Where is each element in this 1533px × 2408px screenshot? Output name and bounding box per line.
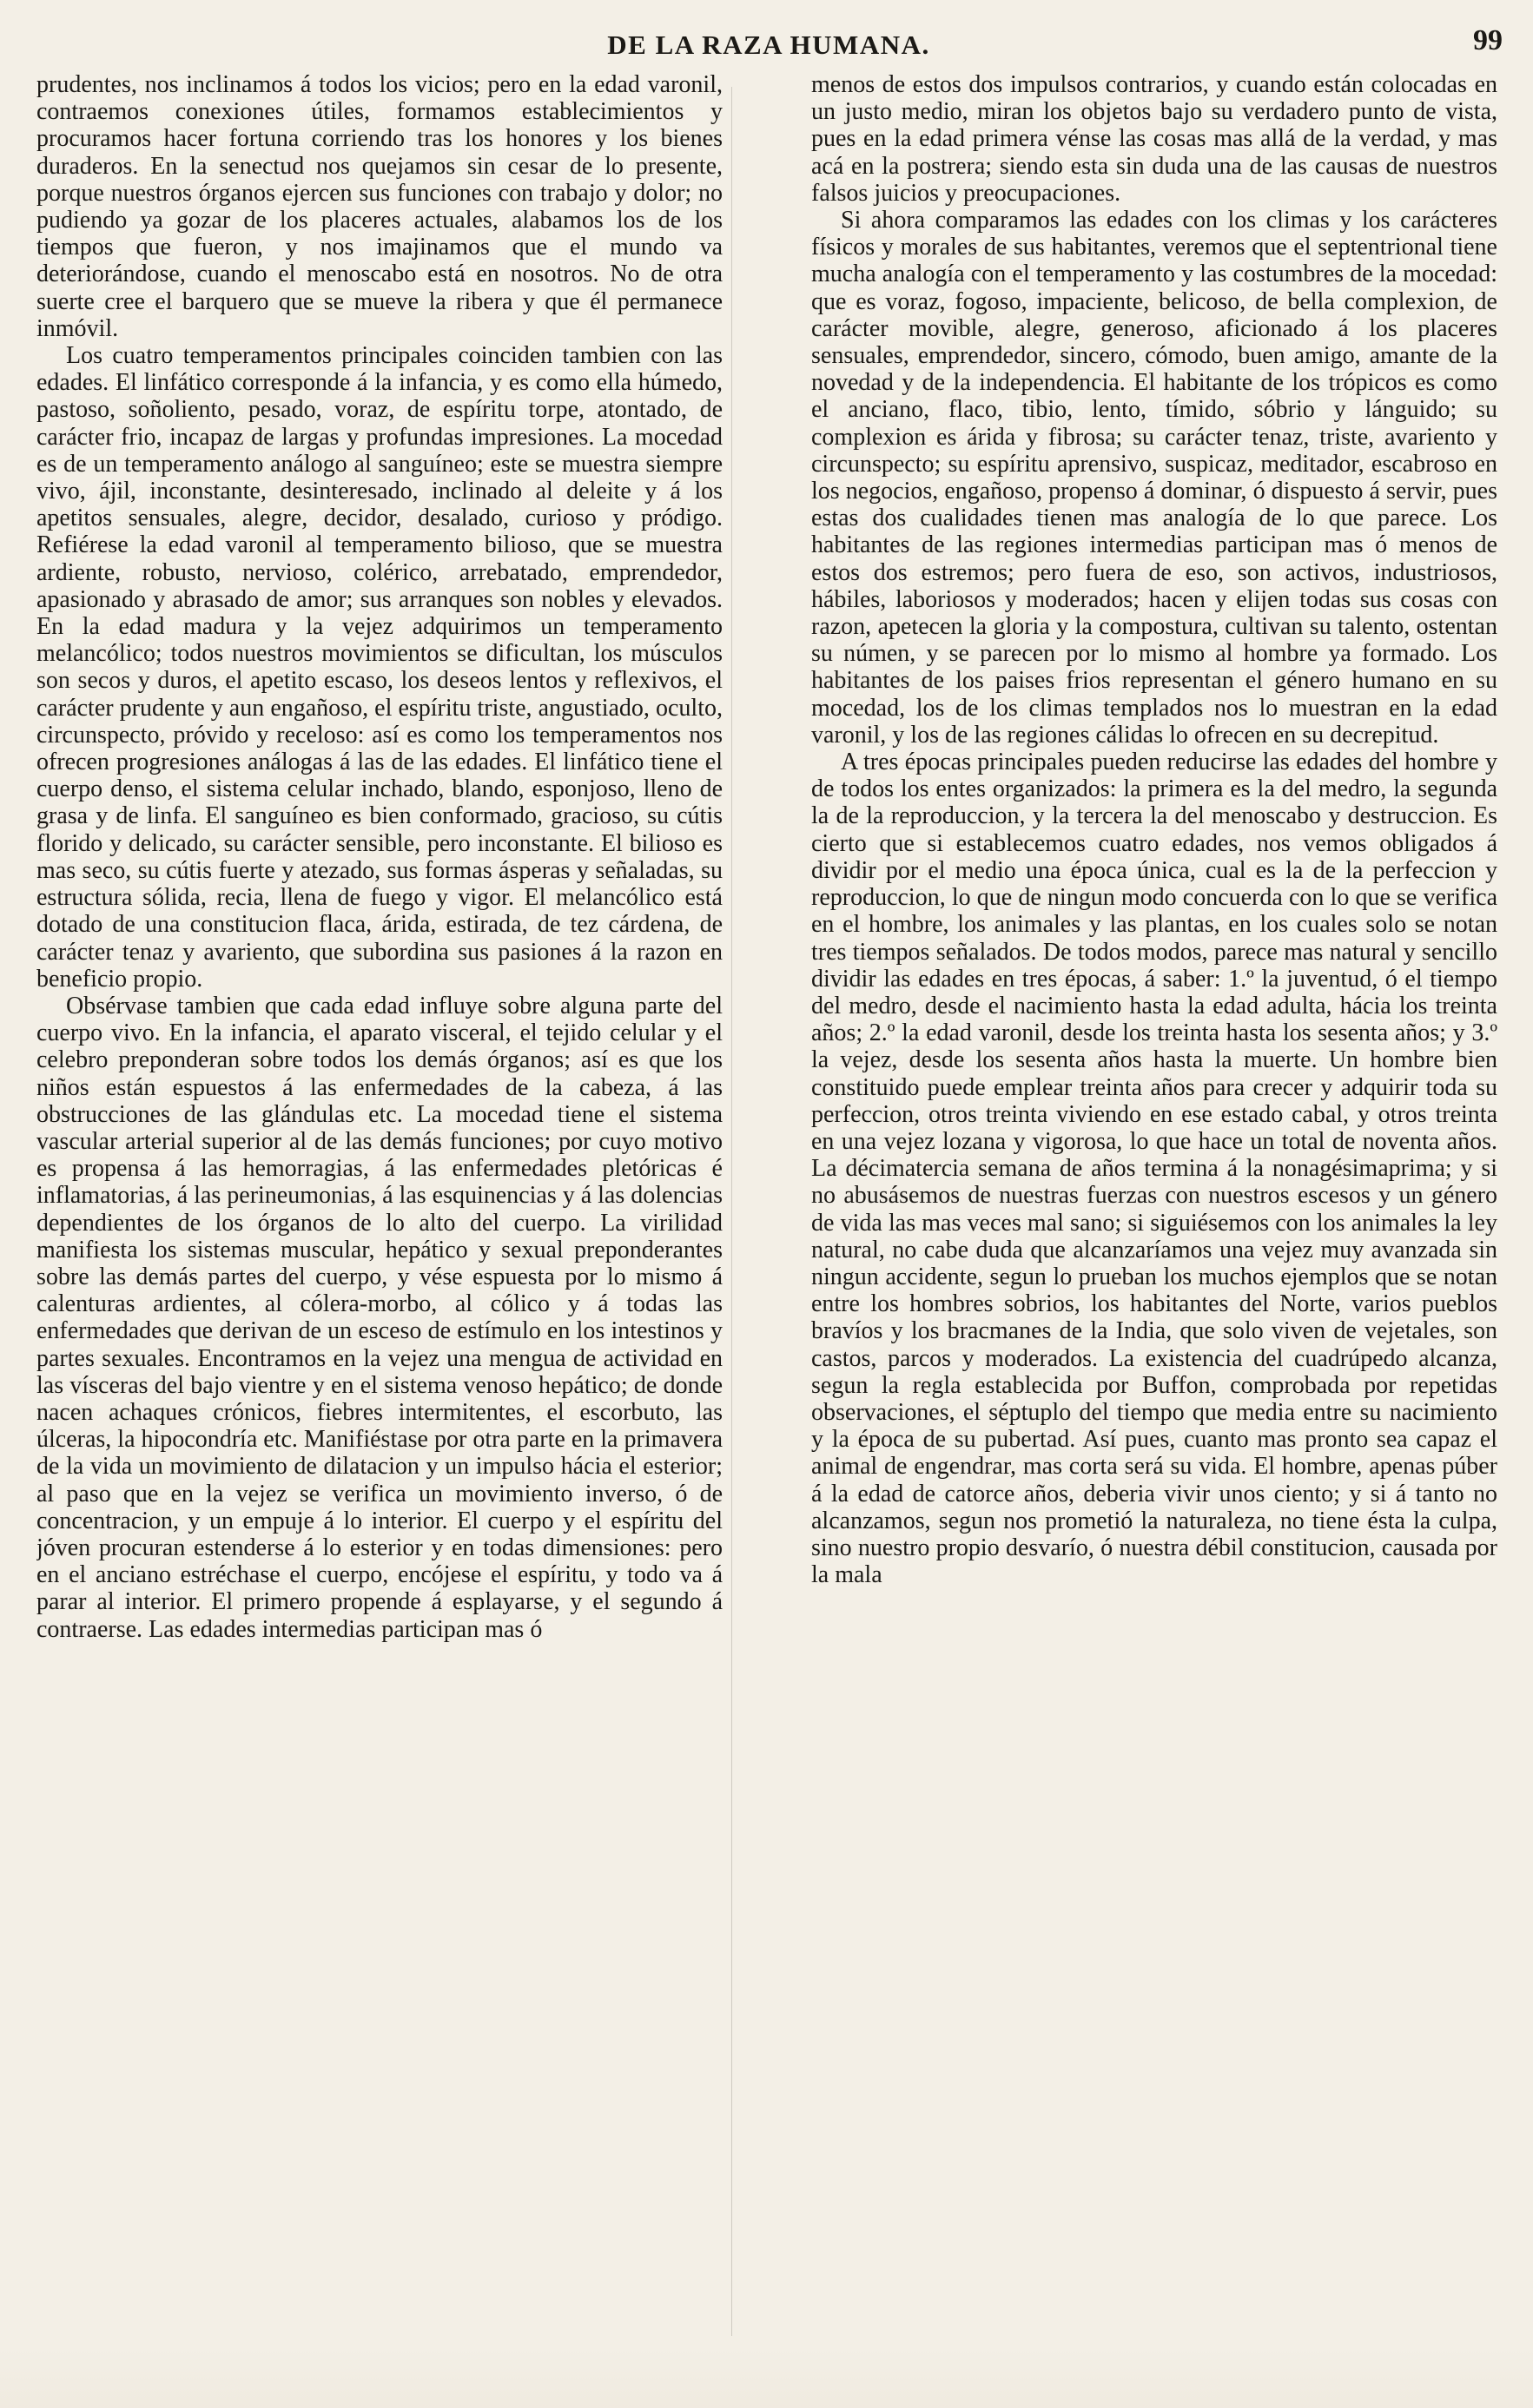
left-paragraph-1: prudentes, nos inclinamos á todos los vicios; pero en la edad varonil, contraemos conexiones útiles, formamos establecimientos y procuramos hacer fortuna corriendo tras los honores y los bienes duraderos. En la senectud nos quejamos sin cesar de lo presente, porque nuestros órganos ejercen sus funciones con trabajo y dolor; no pudiendo ya gozar de los placeres actuales, alabamos los de los tiempos que fueron, y nos imajinamos que el mundo va deteriorándose, cuando el menoscabo está en nosotros. No de otra suerte cree el barquero que se mueve la ribera y que él permanece inmóvil.	[36, 71, 723, 342]
column-divider	[731, 87, 732, 2336]
page-header	[35, 24, 1503, 71]
right-paragraph-1: menos de estos dos impulsos contrarios, y cuando están colocadas en un justo medio, miran los objetos bajo su verdadero punto de vista, pues en la edad primera vénse las cosas mas allá de la verdad, y mas acá en la postrera; siendo esta sin duda una de las causas de nuestros falsos juicios y preocupaciones.	[811, 71, 1497, 207]
left-column	[36, 71, 723, 2372]
right-column	[811, 71, 1497, 2372]
left-paragraph-3: Obsérvase tambien que cada edad influye sobre alguna parte del cuerpo vivo. En la infancia, el aparato visceral, el tejido celular y el celebro preponderan sobre todos los demás órganos; así es que los niños están espuestos á las enfermedades de la cabeza, á las obstrucciones de las glándulas etc. La mocedad tiene el sistema vascular arterial superior al de las demás funciones; por cuyo motivo es propensa á las hemorragias, á las enfermedades pletóricas é inflamatorias, á las perineumonias, á las esquinencias y á las dolencias dependientes de los órganos de lo alto del cuerpo. La virilidad manifiesta los sistemas muscular, hepático y sexual preponderantes sobre las demás partes del cuerpo, y vése espuesta por lo mismo á calenturas ardientes, al cólera-morbo, al cólico y á todas las enfermedades que derivan de un esceso de estímulo en los intestinos y partes sexuales. Encontramos en la vejez una mengua de actividad en las vísceras del bajo vientre y en el sistema venoso hepático; de donde nacen achaques crónicos, fiebres intermitentes, el escorbuto, las úlceras, la hipocondría etc. Manifiéstase por otra parte en la primavera de la vida un movimiento de dilatacion y un impulso hácia el esterior; al paso que en la vejez se verifica un movimiento inverso, ó de concentracion, y un empuje á lo interior. El cuerpo y el espíritu del jóven procuran estenderse á lo esterior y en todas dimensiones: pero en el anciano estréchase el cuerpo, encójese el espíritu, y todo va á parar al interior. El primero propende á esplayarse, y el segundo á contraerse. Las edades intermedias participan mas ó	[36, 992, 723, 1643]
page-number: 99	[1473, 24, 1503, 56]
right-paragraph-3: A tres épocas principales pueden reducirse las edades del hombre y de todos los entes organizados: la primera es la del medro, la segunda la de la reproduccion, y la tercera la del menoscabo y destruccion. Es cierto que si establecemos cuatro edades, nos vemos obligados á dividir por el medio una época única, cual es la de la perfeccion y reproduccion, lo que de ningun modo concuerda con lo que se verifica en el hombre, los animales y las plantas, en los cuales solo se notan tres tiempos señalados. De todos modos, parece mas natural y sencillo dividir las edades en tres épocas, á saber: 1.º la juventud, ó el tiempo del medro, desde el nacimiento hasta la edad adulta, hácia los treinta años; 2.º la edad varonil, desde los treinta hasta los sesenta años; y 3.º la vejez, desde los sesenta años hasta la muerte. Un hombre bien constituido puede emplear treinta años para crecer y adquirir toda su perfeccion, otros treinta viviendo en ese estado cabal, y otros treinta en una vejez lozana y vigorosa, lo que hace un total de noventa años. La décimatercia semana de años termina á la nonagésimaprima; y si no abusásemos de nuestras fuerzas con nuestros escesos y un género de vida las mas veces mal sano; si siguiésemos con los animales la ley natural, no cabe duda que alcanzaríamos una vejez muy avanzada sin ningun accidente, segun lo prueban los muchos ejemplos que se notan entre los hombres sobrios, los habitantes del Norte, varios pueblos bravíos y los bracmanes de la India, que solo viven de vejetales, son castos, parcos y moderados. La existencia del cuadrúpedo alcanza, segun la regla establecida por Buffon, comprobada por repetidas observaciones, el séptuplo del tiempo que media entre su nacimiento y la época de su pubertad. Así pues, cuanto mas pronto sea capaz el animal de engendrar, mas corta será su vida. El hombre, apenas púber á la edad de catorce años, deberia vivir unos ciento; y si á tanto no alcanzamos, segun nos prometió la naturaleza, no tiene ésta la culpa, sino nuestro propio desvarío, ó nuestra débil constitucion, causada por la mala	[811, 749, 1497, 1589]
left-paragraph-2: Los cuatro temperamentos principales coinciden tambien con las edades. El linfático corresponde á la infancia, y es como ella húmedo, pastoso, soñoliento, pesado, voraz, de espíritu torpe, atontado, de carácter frio, incapaz de largas y profundas impresiones. La mocedad es de un temperamento análogo al sanguíneo; este se muestra siempre vivo, ájil, inconstante, desinteresado, inclinado al deleite y á los apetitos sensuales, alegre, decidor, desalado, curioso y pródigo. Refiérese la edad varonil al temperamento bilioso, que se muestra ardiente, robusto, nervioso, colérico, arrebatado, emprendedor, apasionado y abrasado de amor; sus arranques son nobles y elevados. En la edad madura y la vejez adquirimos un temperamento melancólico; todos nuestros movimientos se dificultan, los músculos son secos y duros, el apetito escaso, los deseos lentos y reflexivos, el carácter prudente y aun engañoso, el espíritu triste, angustiado, oculto, circunspecto, próvido y receloso: así es como los temperamentos nos ofrecen progresiones análogas á las de las edades. El linfático tiene el cuerpo denso, el sistema celular inchado, blando, esponjoso, lleno de grasa y de linfa. El sanguíneo es bien conformado, gracioso, su cútis florido y delicado, su carácter sensible, pero inconstante. El bilioso es mas seco, su cútis fuerte y atezado, sus formas ásperas y señaladas, su estructura sólida, recia, llena de fuego y vigor. El melancólico está dotado de una constitucion flaca, árida, estirada, de tez cárdena, de carácter tenaz y avariento, que subordina sus pasiones á la razon en beneficio propio.	[36, 342, 723, 993]
page-bottom-shadow	[0, 2347, 1533, 2408]
running-head: DE LA RAZA HUMANA.	[607, 30, 930, 60]
right-paragraph-2: Si ahora comparamos las edades con los climas y los carácteres físicos y morales de sus habitantes, veremos que el septentrional tiene mucha analogía con el temperamento y las costumbres de la mocedad: que es voraz, fogoso, impaciente, belicoso, de bella complexion, de carácter movible, alegre, generoso, aficionado á los placeres sensuales, emprendedor, sincero, cómodo, buen amigo, amante de la novedad y de la independencia. El habitante de los trópicos es como el anciano, flaco, tibio, lento, tímido, sóbrio y lánguido; su complexion es árida y fibrosa; su carácter tenaz, triste, avariento y circunspecto; su espíritu aprensivo, suspicaz, meditador, escabroso en los negocios, engañoso, propenso á dominar, ó dispuesto á servir, pues estas dos cualidades tienen mas analogía de lo que parece. Los habitantes de las regiones intermedias participan mas ó menos de estos dos estremos; pero fuera de eso, son activos, industriosos, hábiles, laboriosos y moderados; hacen y elijen todas sus cosas con razon, apetecen la gloria y la compostura, cultivan su talento, ostentan su númen, y se parecen por lo mismo al hombre ya formado. Los habitantes de los paises frios representan el género humano en su mocedad, los de los climas templados nos lo muestran en la edad varonil, y los de las regiones cálidas lo ofrecen en su decrepitud.	[811, 207, 1497, 749]
